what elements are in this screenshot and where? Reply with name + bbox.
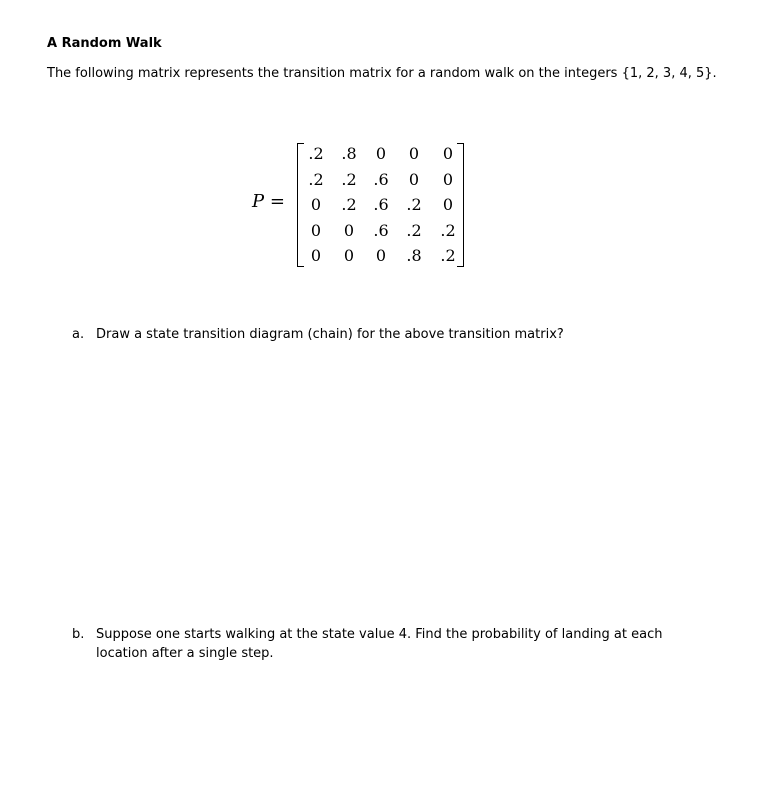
matrix-lhs [252,191,285,212]
question-text: Draw a state transition diagram (chain) for the above transition matrix? [96,327,564,342]
question-label: b. [72,627,85,642]
matrix-cell: 0 [375,246,387,265]
matrix-variable: P [252,191,265,212]
matrix-cell: .2 [341,195,357,214]
matrix-cell: 0 [408,170,420,189]
matrix-cell: .2 [406,195,422,214]
matrix-cell: 0 [310,195,322,214]
matrix-cell: 0 [408,144,420,163]
matrix-cell: 0 [343,246,355,265]
matrix-cell: 0 [442,144,454,163]
matrix-cell: 0 [375,144,387,163]
intro-paragraph: The following matrix represents the transition matrix for a random walk on the integers {1, 2, 3, 4, 5}. [47,66,717,81]
matrix-cell: .2 [308,144,324,163]
matrix-cell: 0 [343,221,355,240]
matrix-equals: = [269,191,285,212]
matrix-cell: .2 [406,221,422,240]
document-title: A Random Walk [47,36,162,51]
matrix-cell: .6 [373,221,389,240]
matrix-cell: .2 [308,170,324,189]
matrix-cell: .2 [341,170,357,189]
matrix-cell: .6 [373,170,389,189]
matrix-cell: .6 [373,195,389,214]
matrix-cell: 0 [310,246,322,265]
matrix-cell: .2 [440,246,456,265]
matrix-cell: 0 [310,221,322,240]
question-text: Suppose one starts walking at the state value 4. Find the probability of landing at each location after a single step. [96,627,663,661]
question-label: a. [72,327,85,342]
matrix-cell: .8 [341,144,357,163]
matrix-cell: .8 [406,246,422,265]
matrix-cell: 0 [442,170,454,189]
matrix-cell: 0 [442,195,454,214]
matrix-cell: .2 [440,221,456,240]
